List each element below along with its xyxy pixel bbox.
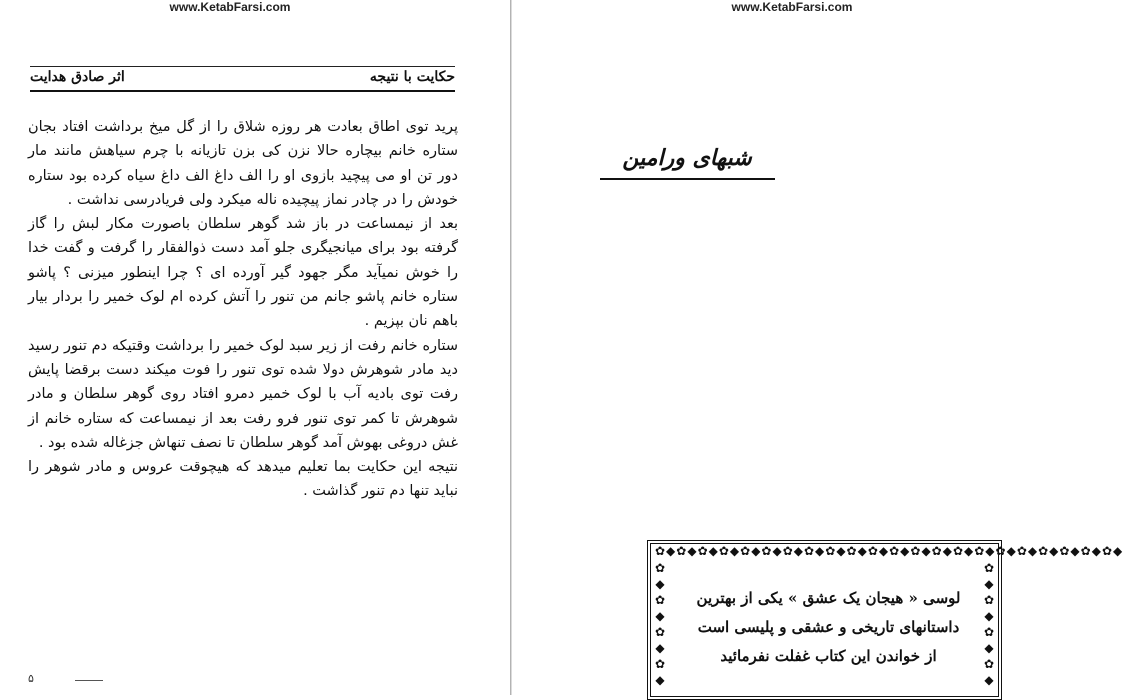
right-page <box>512 0 1123 695</box>
site-url-left[interactable]: www.KetabFarsi.com <box>169 0 291 14</box>
book-title: شبهای ورامین <box>622 145 752 171</box>
ad-line-1: لوسی « هیجان یک عشق » یکی از بهترین <box>696 589 961 607</box>
story-paragraph-3: ستاره خانم رفت از زیر سبد لوک خمیر را برداشت وقتیکه دم تنور رسید دید مادر شوهرش دولا شده توی تنور را فوت میکند دست برقضا پایش رفت توی بادیه آب با لوک خمیر دمرو افتاد روی گوهر سلطان و مادر شوهرش تا کمر توی تنور فرو رفت بعد از نیمساعت که ستاره خانم از غش دروغی بهوش آمد گوهر سلطان تا نصف تنهاش جزغاله شده بود . <box>28 337 458 451</box>
title-underline <box>600 178 775 180</box>
story-body <box>28 115 458 504</box>
story-paragraph-4: نتیجه این حکایت بما تعلیم میدهد که هیچوقت عروس و مادر شوهر را نباید تنها دم تنور گذاشت . <box>28 459 458 500</box>
advertisement-text <box>681 584 976 671</box>
ornamental-border-top: ✿◆✿◆✿◆✿◆✿◆✿◆✿◆✿◆✿◆✿◆✿◆✿◆✿◆✿◆✿◆✿◆✿◆✿◆✿◆✿◆✿◆✿◆ <box>655 544 1123 558</box>
ad-line-2: داستانهای تاریخی و عشقی و پلیسی است <box>697 618 960 636</box>
running-head-author: اثر صادق هدایت <box>30 69 125 85</box>
story-paragraph-1: پرید توی اطاق بعادت هر روزه شلاق را از گل میخ برداشت افتاد بجان ستاره خانم بیچاره حالا نزن کی بزن تازیانه با چرم سیاهش مانند مار دور تن او می پیچید بازوی او را الف داغ الف داغ سیاه کرده بود ستاره خودش را در چادر نماز پیچیده ناله میکرد ولی فریادرسی نداشت . <box>28 119 458 208</box>
ad-line-3: از خواندن این کتاب غفلت نفرمائید <box>720 647 937 665</box>
story-paragraph-2: بعد از نیمساعت در باز شد گوهر سلطان باصورت مکار لبش را گاز گرفته بود برای میانجیگری جلو آمد دست ذوالفقار را گرفت و گفت خدا را خوش نمیآید مگر جهود گیر آورده ای ؟ چرا اینطور میزنی ؟ پاشو ستاره خانم پاشو جانم من تنور را آتش کرده ام لوک خمیر را بردار بیار باهم نان بپزیم . <box>28 216 458 330</box>
site-url-right[interactable]: www.KetabFarsi.com <box>731 0 853 14</box>
running-head-bottom-rule <box>30 90 455 92</box>
running-head <box>30 66 455 88</box>
running-head-story-title: حکایت با نتیجه <box>369 69 455 85</box>
ornamental-border-left: ✿ ◆ ✿ ◆ ✿ ◆ ✿ ◆ <box>654 561 666 687</box>
left-page <box>0 0 510 695</box>
advertisement-box <box>647 540 1123 700</box>
footnote-rule <box>75 680 103 681</box>
ornamental-border-right: ✿ ◆ ✿ ◆ ✿ ◆ ✿ ◆ <box>983 561 995 687</box>
page-number: ۵ <box>28 672 34 685</box>
